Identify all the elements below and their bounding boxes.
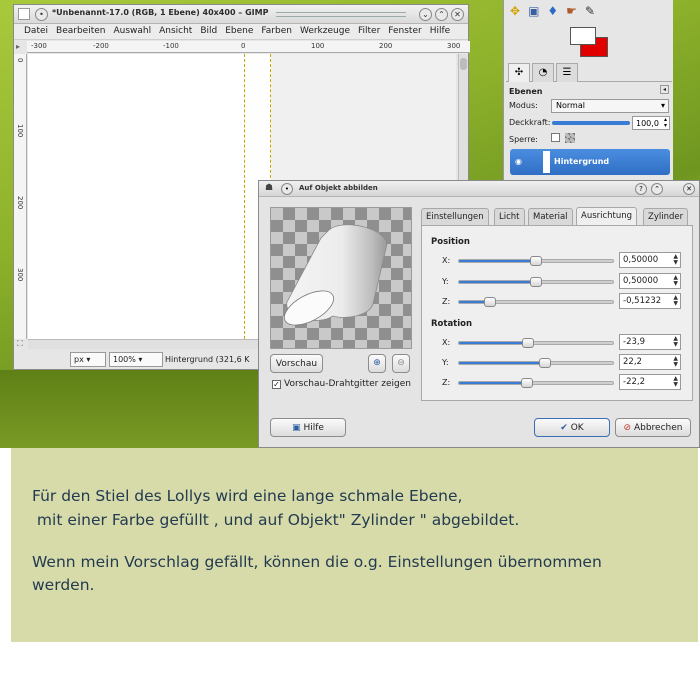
rotation-y-slider[interactable] — [458, 361, 614, 365]
menu-werkzeuge[interactable]: Werkzeuge — [299, 26, 350, 36]
menu-filter[interactable]: Filter — [358, 26, 381, 36]
lock-pixels-checkbox[interactable] — [551, 133, 560, 142]
mode-select[interactable] — [551, 99, 669, 113]
slider-fill — [459, 260, 536, 262]
ruler-tick-label: 0 — [16, 58, 24, 63]
zoom-fit-icon[interactable]: ⛶ — [17, 339, 23, 348]
slider-fill — [459, 342, 528, 344]
ruler-tick-label: 200 — [16, 196, 24, 210]
layers-dock — [503, 0, 673, 182]
brush-icon[interactable]: ✎ — [584, 4, 595, 18]
menu-bild[interactable]: Bild — [200, 26, 218, 36]
window-titlebar[interactable] — [14, 5, 468, 24]
rotation-z-spinner[interactable] — [619, 374, 681, 390]
dialog-tabs — [421, 207, 693, 225]
ruler-tick-label: -100 — [163, 42, 179, 50]
desktop-shade — [0, 370, 260, 448]
menu-ebene[interactable]: Ebene — [225, 26, 254, 36]
ruler-tick-label: 0 — [241, 42, 246, 50]
orientation-panel — [421, 225, 693, 401]
quick-mask-icon[interactable]: ▸ — [16, 42, 21, 51]
menu-ansicht[interactable]: Ansicht — [159, 26, 193, 36]
position-z-label: Z: — [442, 297, 451, 306]
dock-tabs — [506, 62, 672, 82]
vertical-ruler[interactable] — [14, 54, 27, 339]
layer-thumbnail — [543, 151, 550, 173]
position-y-value: 0,50000 — [623, 276, 659, 286]
preview-button[interactable] — [270, 354, 323, 373]
slider-handle[interactable] — [522, 338, 534, 348]
layers-tab-icon[interactable]: ☰ — [556, 63, 578, 82]
opacity-spinner[interactable] — [632, 116, 670, 130]
preview-button-label: Vorschau — [275, 359, 318, 369]
menu-auswahl[interactable]: Auswahl — [113, 26, 152, 36]
horizontal-ruler[interactable] — [27, 41, 470, 53]
menu-fenster[interactable]: Fenster — [388, 26, 422, 36]
spin-arrows-icon[interactable]: ▲ ▼ — [673, 294, 678, 307]
zoom-in-icon[interactable]: ⊕ — [368, 354, 386, 373]
tab-material[interactable]: Material — [528, 208, 573, 225]
close-icon[interactable]: ✕ — [683, 183, 695, 195]
panel-title: Ebenen — [509, 87, 543, 96]
position-z-spinner[interactable] — [619, 293, 681, 309]
spin-arrows-icon[interactable]: ▲ ▼ — [673, 274, 678, 287]
spin-arrows-icon[interactable]: ▲ ▼ — [673, 335, 678, 348]
mode-label: Modus: — [509, 101, 538, 110]
slider-fill — [459, 281, 536, 283]
rotation-z-value: -22,2 — [623, 377, 645, 387]
fuzzy-select-icon[interactable]: ✥ — [510, 4, 521, 18]
zoom-out-icon[interactable]: ⊖ — [392, 354, 410, 373]
rotation-title: Rotation — [431, 319, 473, 329]
cancel-icon: ⊘ — [623, 423, 632, 433]
check-icon: ✔ — [560, 423, 568, 433]
lock-alpha-icon[interactable] — [565, 133, 575, 143]
preview-area[interactable] — [270, 207, 412, 349]
minimize-icon[interactable]: ⌄ — [419, 8, 432, 21]
eye-icon[interactable]: ◉ — [515, 157, 522, 166]
ok-button-label: OK — [570, 423, 584, 433]
panel-menu-icon[interactable]: ◂ — [660, 85, 669, 94]
tutorial-note — [11, 448, 698, 642]
window-title: *Unbenannt-17.0 (RGB, 1 Ebene) 40x400 – GIMP — [52, 8, 269, 17]
tool-options-tab-icon[interactable]: ✣ — [508, 63, 530, 82]
dialog-titlebar[interactable] — [259, 181, 699, 197]
tab-ausrichtung[interactable]: Ausrichtung — [576, 207, 637, 226]
note-line-2: mit einer Farbe gefüllt , und auf Objekt" Zylinder " abgebildet. — [32, 511, 520, 529]
pin-icon[interactable]: • — [281, 183, 293, 195]
menu-bearbeiten[interactable]: Bearbeiten — [56, 26, 106, 36]
note-line-1: Für den Stiel des Lollys wird eine lange schmale Ebene, — [32, 487, 463, 505]
drop-icon[interactable]: ♦ — [547, 4, 559, 18]
position-x-value: 0,50000 — [623, 255, 659, 265]
rotation-y-value: 22,2 — [623, 357, 642, 367]
position-z-slider[interactable] — [458, 300, 614, 304]
ruler-tick-label: 100 — [311, 42, 325, 50]
slider-handle[interactable] — [530, 256, 542, 266]
cancel-button[interactable] — [615, 418, 691, 437]
menu-farben[interactable]: Farben — [261, 26, 292, 36]
device-status-tab-icon[interactable]: ◔ — [532, 63, 554, 82]
opacity-slider[interactable] — [552, 121, 630, 125]
slider-handle[interactable] — [521, 378, 533, 388]
position-x-slider[interactable] — [458, 259, 614, 263]
ruler-tick-label: 100 — [16, 124, 24, 138]
status-text: Hintergrund (321,6 K — [165, 355, 250, 364]
position-x-label: X: — [442, 256, 451, 265]
help-book-icon: ▣ — [292, 423, 301, 433]
zoom-select[interactable]: 100% ▾ — [109, 352, 163, 367]
ruler-tick-label: 200 — [379, 42, 393, 50]
layer-name: Hintergrund — [554, 157, 610, 166]
help-icon[interactable]: ? — [635, 183, 647, 195]
position-y-slider[interactable] — [458, 280, 614, 284]
spin-arrows-icon[interactable]: ▲ ▼ — [673, 355, 678, 368]
rotation-x-spinner[interactable] — [619, 334, 681, 350]
zoom-value: 100% — [113, 355, 136, 364]
slider-fill — [459, 362, 545, 364]
slider-handle[interactable] — [530, 277, 542, 287]
unit-value: px — [74, 355, 84, 364]
layer-row[interactable] — [510, 149, 670, 175]
position-z-value: -0,51232 — [623, 296, 662, 306]
rotation-y-spinner[interactable] — [619, 354, 681, 370]
note-line-4: werden. — [32, 576, 95, 594]
wireframe-checkbox-label: Vorschau-Drahtgitter zeigen — [284, 379, 411, 389]
note-line-3: Wenn mein Vorschlag gefällt, können die o.g. Einstellungen übernommen — [32, 553, 602, 571]
help-button[interactable] — [270, 418, 346, 437]
foreground-color-swatch[interactable] — [570, 27, 596, 45]
ruler-tick-label: -300 — [31, 42, 47, 50]
menu-datei[interactable]: Datei — [24, 26, 49, 36]
spin-arrows-icon[interactable]: ▴ ▾ — [663, 116, 667, 129]
cancel-button-label: Abbrechen — [633, 423, 683, 433]
spin-arrows-icon[interactable]: ▲ ▼ — [673, 375, 678, 388]
tab-zylinder[interactable]: Zylinder — [643, 208, 688, 225]
wireframe-checkbox-row[interactable] — [272, 379, 411, 389]
rotation-z-slider[interactable] — [458, 381, 614, 385]
titlebar-grip — [276, 12, 406, 17]
wireframe-checkbox[interactable]: ✓ — [273, 380, 280, 389]
dialog-title: Auf Objekt abbilden — [299, 184, 378, 192]
menubar — [14, 24, 468, 40]
lock-label: Sperre: — [509, 135, 538, 144]
cylinder-preview — [271, 208, 412, 349]
window-menu-icon[interactable] — [18, 8, 30, 20]
opacity-value: 100,0 — [636, 119, 659, 128]
slider-fill — [459, 382, 527, 384]
position-title: Position — [431, 237, 470, 247]
ok-button[interactable] — [534, 418, 610, 437]
help-button-label: Hilfe — [303, 423, 324, 433]
rotation-x-label: X: — [442, 338, 451, 347]
slider-handle[interactable] — [484, 297, 496, 307]
map-object-dialog — [258, 180, 700, 448]
close-icon[interactable]: ✕ — [451, 8, 464, 21]
rotation-x-slider[interactable] — [458, 341, 614, 345]
maximize-icon[interactable]: ⌃ — [651, 183, 663, 195]
chevron-down-icon: ▾ — [660, 101, 665, 110]
maximize-icon[interactable]: ⌃ — [435, 8, 448, 21]
ruler-tick-label: 300 — [16, 268, 24, 282]
smudge-icon[interactable]: ☛ — [566, 4, 577, 18]
color-selector[interactable] — [570, 27, 610, 57]
mode-value: Normal — [556, 101, 585, 110]
rotation-y-label: Y: — [442, 358, 449, 367]
spin-arrows-icon[interactable]: ▲ ▼ — [673, 253, 678, 266]
scroll-thumb[interactable] — [460, 58, 467, 70]
position-y-spinner[interactable] — [619, 273, 681, 289]
tab-einstellungen[interactable]: Einstellungen — [421, 208, 489, 225]
position-y-label: Y: — [442, 277, 449, 286]
rotation-z-label: Z: — [442, 378, 451, 387]
unit-select[interactable]: px ▾ — [70, 352, 106, 367]
menu-hilfe[interactable]: Hilfe — [429, 26, 451, 36]
slider-handle[interactable] — [539, 358, 551, 368]
clone-icon[interactable]: ▣ — [528, 4, 540, 18]
gimp-icon: ☗ — [265, 183, 274, 193]
rotation-x-value: -23,9 — [623, 337, 645, 347]
opacity-label: Deckkraft: — [509, 118, 551, 127]
pin-icon[interactable]: • — [35, 8, 48, 21]
ruler-tick-label: 300 — [447, 42, 461, 50]
ruler-tick-label: -200 — [93, 42, 109, 50]
position-x-spinner[interactable] — [619, 252, 681, 268]
tool-icons — [510, 4, 595, 18]
tab-licht[interactable]: Licht — [494, 208, 525, 225]
